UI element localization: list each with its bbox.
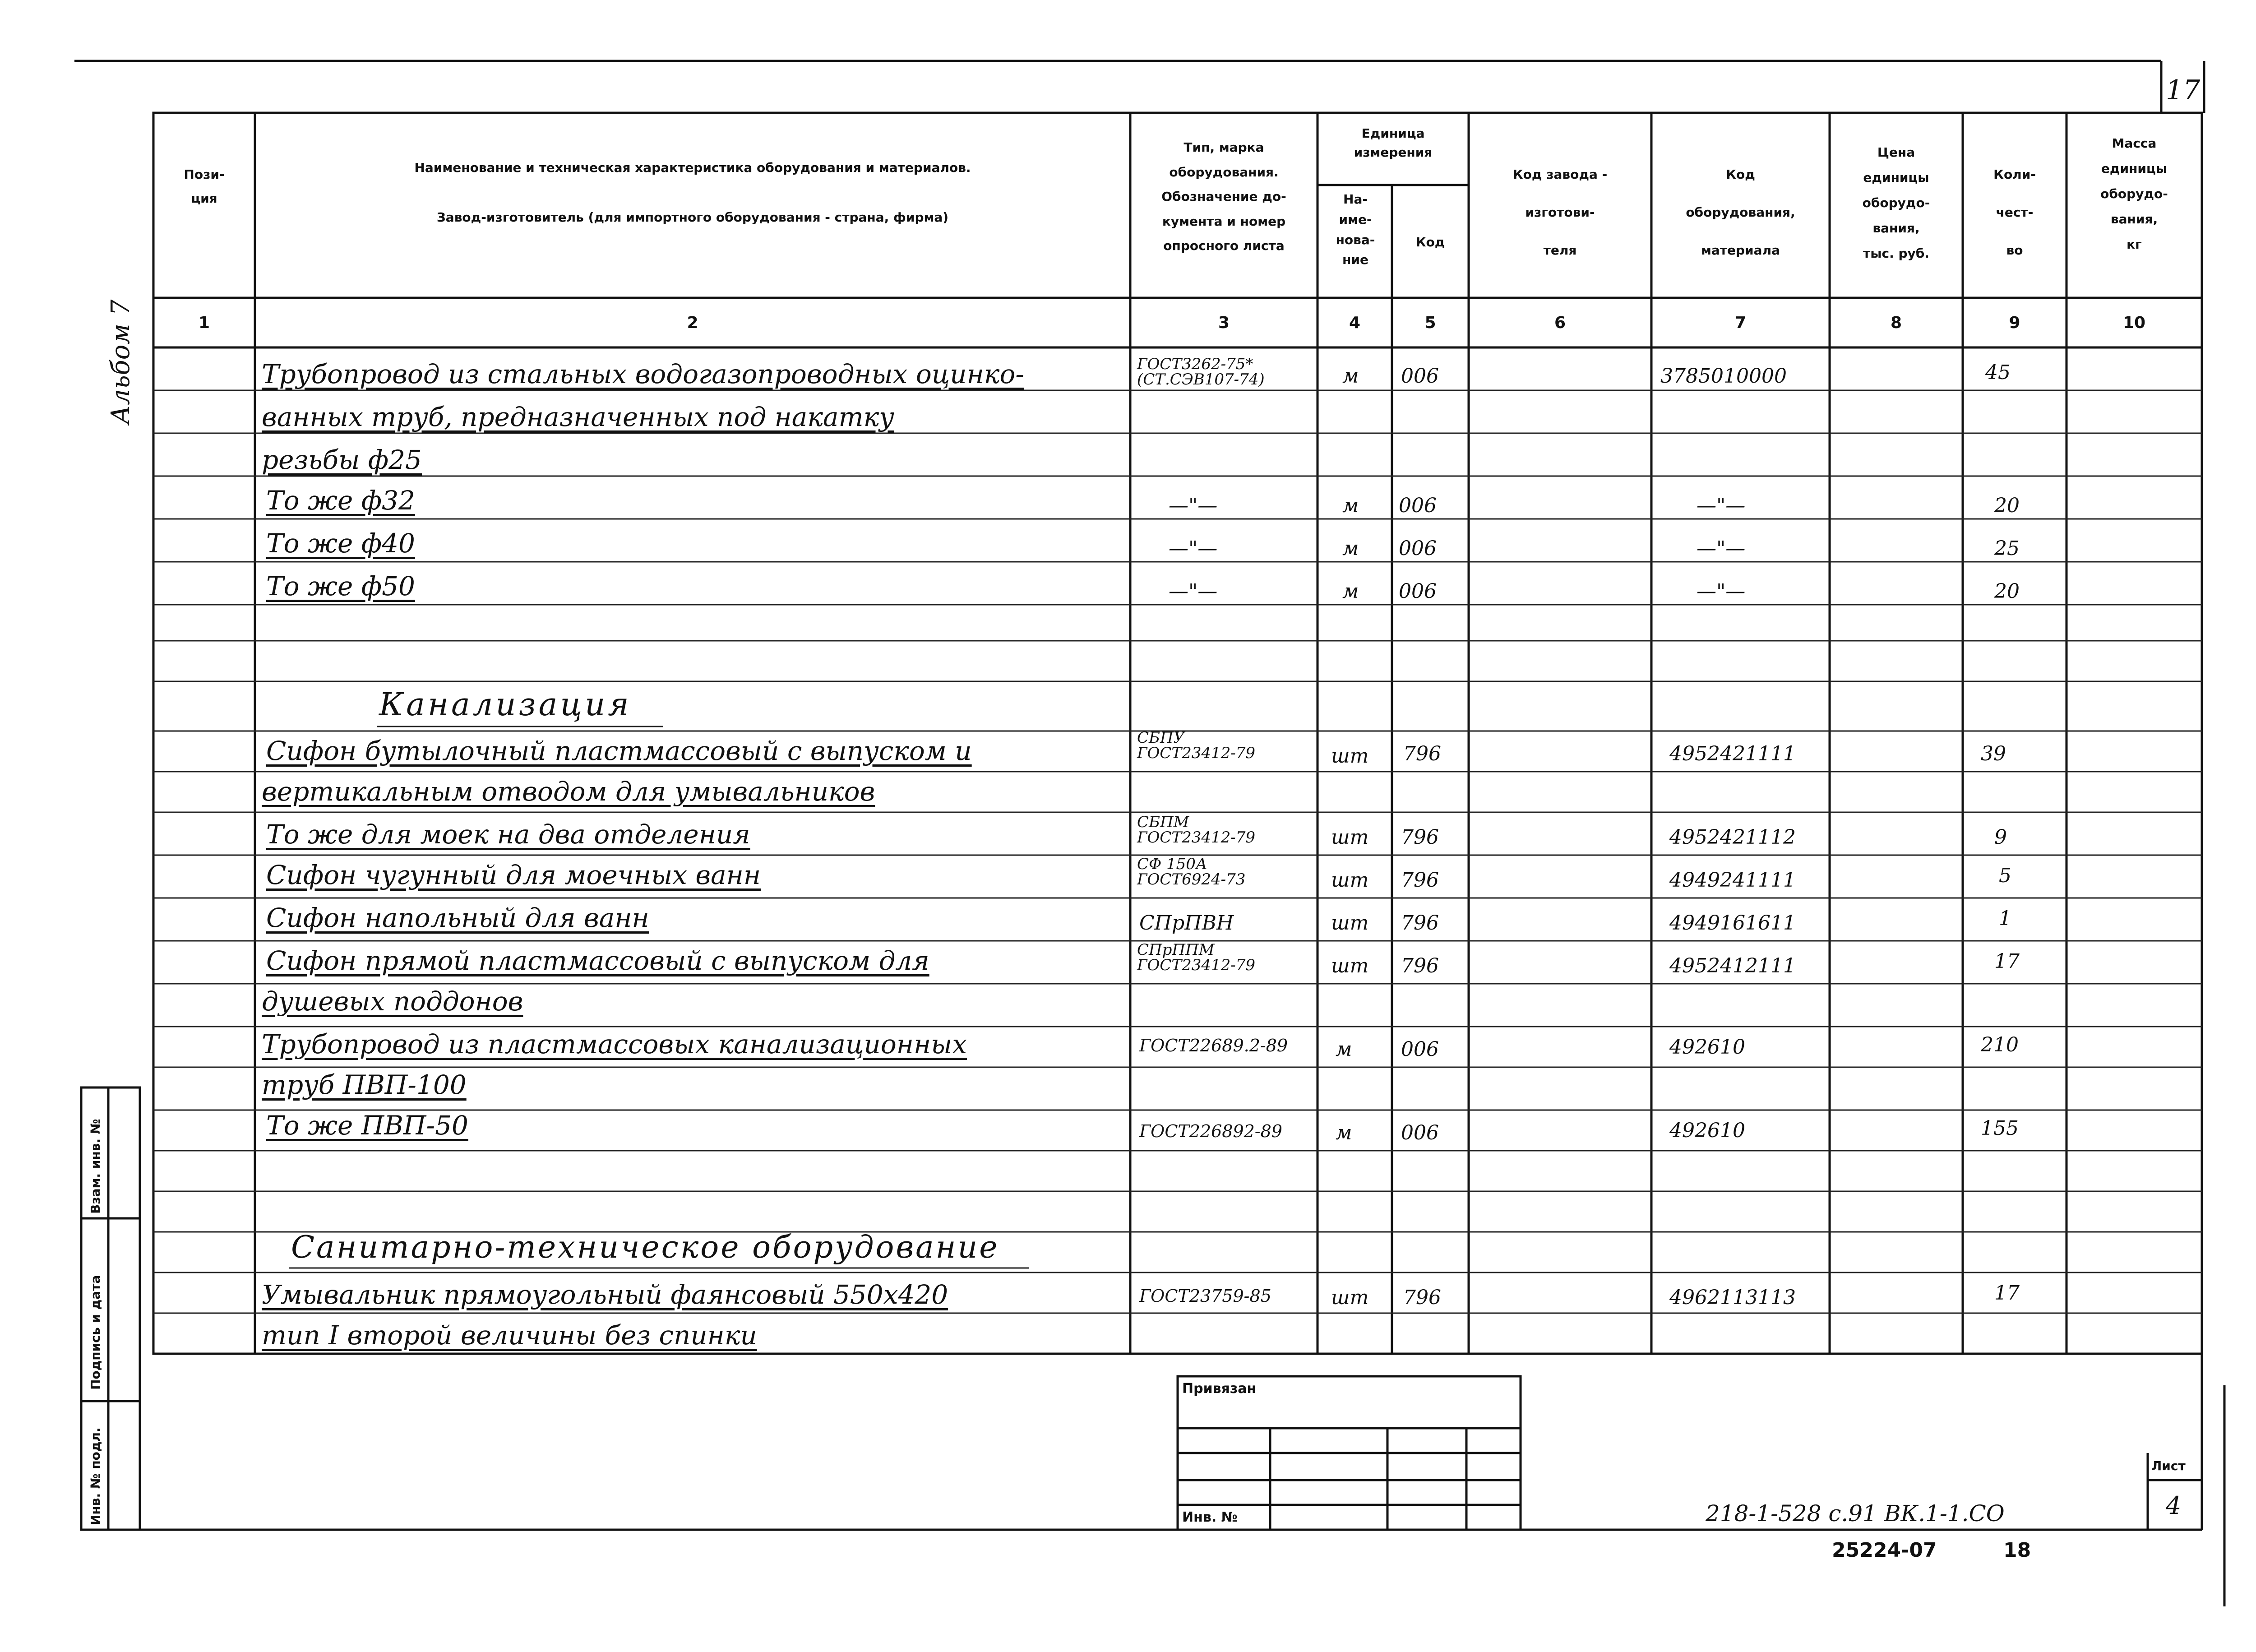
col-num-9: 9 bbox=[2009, 314, 2020, 332]
row-unit-code: 006 bbox=[1401, 1121, 1439, 1144]
header-mass: Масса единицы оборудо- вания, кг bbox=[2100, 136, 2168, 252]
row-quantity: 155 bbox=[1981, 1117, 2019, 1140]
row-quantity: 20 bbox=[1994, 494, 2020, 517]
row-type: СБПМ ГОСТ23412-79 bbox=[1137, 813, 1255, 847]
row-quantity: 1 bbox=[1999, 907, 2011, 930]
row-material-code: 4952421111 bbox=[1669, 742, 1796, 765]
row-unit-code: 006 bbox=[1401, 365, 1439, 388]
row-material-code: —"— bbox=[1697, 580, 1746, 603]
stamp-vzam-inv: Взам. инв. № bbox=[88, 1119, 103, 1214]
col-num-8: 8 bbox=[1890, 314, 1902, 332]
row-quantity: 45 bbox=[1985, 361, 2011, 384]
row-unit: м bbox=[1342, 537, 1359, 560]
inv-no-label: Инв. № bbox=[1182, 1509, 1238, 1525]
privyazan-label: Привязан bbox=[1182, 1381, 1257, 1397]
row-name: То же ф32 bbox=[266, 485, 415, 516]
list-label: Лист bbox=[2151, 1458, 2186, 1473]
row-type: ГОСТ23759-85 bbox=[1139, 1286, 1271, 1306]
row-name: Сифон прямой пластмассовый с выпуском для bbox=[266, 945, 929, 976]
row-name: Сифон бутылочный пластмассовый с выпуском и bbox=[266, 736, 972, 766]
row-name: труб ПВП-100 bbox=[262, 1069, 467, 1100]
header-material-code: Код оборудования, материала bbox=[1686, 167, 1795, 258]
sheet-number-top: 17 bbox=[2166, 74, 2201, 106]
col-num-5: 5 bbox=[1424, 314, 1436, 332]
row-unit-code: 006 bbox=[1399, 494, 1437, 517]
row-type: ГОСТ22689.2-89 bbox=[1139, 1036, 1288, 1055]
archive-number: 25224-07 bbox=[1832, 1539, 1937, 1562]
row-material-code: 492610 bbox=[1669, 1036, 1745, 1059]
row-unit-code: 796 bbox=[1403, 1286, 1441, 1309]
row-name: Трубопровод из стальных водогазопроводных оцинко- bbox=[262, 359, 1024, 389]
row-name: Умывальник прямоугольный фаянсовый 550x420 bbox=[262, 1279, 948, 1310]
row-type: —"— bbox=[1169, 537, 1218, 560]
row-name: резьбы ф25 bbox=[262, 444, 422, 475]
row-material-code: 4962113113 bbox=[1669, 1286, 1796, 1309]
row-type: —"— bbox=[1169, 580, 1218, 603]
row-unit-code: 796 bbox=[1401, 826, 1439, 849]
header-quantity: Коли- чест- во bbox=[1993, 167, 2036, 258]
row-quantity: 17 bbox=[1994, 950, 2020, 973]
row-quantity: 20 bbox=[1994, 580, 2020, 603]
col-num-7: 7 bbox=[1734, 314, 1747, 332]
header-name-line2: Завод-изготовитель (для импортного оборудования - страна, фирма) bbox=[436, 210, 949, 225]
row-quantity: 17 bbox=[1994, 1282, 2020, 1305]
row-name: тип I второй величины без спинки bbox=[262, 1320, 757, 1351]
col-num-4: 4 bbox=[1349, 314, 1361, 332]
row-type: СПрПВН bbox=[1139, 912, 1234, 935]
row-unit-code: 796 bbox=[1401, 869, 1439, 892]
col-num-6: 6 bbox=[1554, 314, 1566, 332]
row-material-code: 492610 bbox=[1669, 1119, 1745, 1142]
row-unit-code: 006 bbox=[1401, 1038, 1439, 1061]
row-quantity: 210 bbox=[1981, 1033, 2019, 1056]
row-unit-code: 796 bbox=[1401, 954, 1439, 977]
row-material-code: 4949161611 bbox=[1669, 912, 1796, 935]
row-material-code: —"— bbox=[1697, 537, 1746, 560]
row-name: То же для моек на два отделения bbox=[266, 819, 750, 850]
row-unit: шт bbox=[1331, 912, 1369, 935]
row-name: Трубопровод из пластмассовых канализационных bbox=[262, 1029, 967, 1060]
row-unit: шт bbox=[1331, 826, 1369, 849]
row-quantity: 25 bbox=[1994, 537, 2020, 560]
row-unit: шт bbox=[1331, 1286, 1369, 1309]
row-type: СФ 150А ГОСТ6924-73 bbox=[1137, 855, 1246, 888]
col-num-2: 2 bbox=[687, 314, 698, 332]
page-number: 18 bbox=[2003, 1539, 2031, 1562]
row-unit-code: 006 bbox=[1399, 537, 1437, 560]
stamp-inv-no-podl: Инв. № подл. bbox=[88, 1427, 103, 1525]
row-unit: шт bbox=[1331, 745, 1369, 768]
header-name-line1: Наименование и техническая характеристика оборудования и материалов. bbox=[414, 160, 971, 175]
row-name: Сифон чугунный для моечных ванн bbox=[266, 860, 761, 890]
row-unit: м bbox=[1342, 580, 1359, 603]
row-name: Сифон напольный для ванн bbox=[266, 902, 649, 933]
section-heading-sanitary: Санитарно-техническое оборудование bbox=[291, 1230, 999, 1265]
row-material-code: 4952412111 bbox=[1669, 954, 1796, 977]
row-type: СПрППМ ГОСТ23412-79 bbox=[1137, 941, 1255, 974]
header-manufacturer-code: Код завода - изготови- теля bbox=[1512, 167, 1608, 258]
header-position: Пози- ция bbox=[184, 167, 225, 206]
row-material-code: 3785010000 bbox=[1660, 365, 1787, 388]
row-material-code: 4949241111 bbox=[1669, 869, 1796, 892]
row-type: ГОСТ3262-75* (СТ.СЭВ107-74) bbox=[1137, 355, 1265, 389]
row-name: душевых поддонов bbox=[262, 986, 523, 1017]
header-unit-name: На- име- нова- ние bbox=[1336, 192, 1375, 268]
header-unit-code: Код bbox=[1415, 235, 1445, 250]
row-name: То же ф40 bbox=[266, 528, 415, 559]
row-name: То же ф50 bbox=[266, 571, 415, 602]
row-unit: шт bbox=[1331, 954, 1369, 977]
album-label: Альбом 7 bbox=[106, 299, 135, 424]
stamp-podpis-data: Подпись и дата bbox=[88, 1275, 103, 1390]
header-price: Цена единицы оборудо- вания, тыс. руб. bbox=[1862, 145, 1930, 261]
row-name: ванных труб, предназначенных под накатку bbox=[262, 402, 894, 432]
row-unit-code: 006 bbox=[1399, 580, 1437, 603]
row-unit: шт bbox=[1331, 869, 1369, 892]
row-quantity: 39 bbox=[1981, 742, 2006, 765]
row-type: ГОСТ226892-89 bbox=[1139, 1121, 1282, 1141]
row-unit: м bbox=[1342, 365, 1359, 388]
row-material-code: —"— bbox=[1697, 494, 1746, 517]
sheet-number: 4 bbox=[2166, 1491, 2182, 1520]
header-unit-group: Единица измерения bbox=[1354, 126, 1433, 160]
row-name: То же ПВП-50 bbox=[266, 1110, 468, 1141]
document-code: 218-1-528 с.91 ВК.1-1.СО bbox=[1706, 1500, 2005, 1527]
row-quantity: 9 bbox=[1994, 826, 2007, 849]
row-unit: м bbox=[1336, 1121, 1352, 1144]
row-unit-code: 796 bbox=[1401, 912, 1439, 935]
row-type: —"— bbox=[1169, 494, 1218, 517]
section-heading-sewer: Канализация bbox=[379, 686, 632, 723]
row-unit: м bbox=[1342, 494, 1359, 517]
row-unit: м bbox=[1336, 1038, 1352, 1061]
col-num-10: 10 bbox=[2122, 314, 2146, 332]
row-material-code: 4952421112 bbox=[1669, 826, 1796, 849]
row-name: вертикальным отводом для умывальников bbox=[262, 776, 875, 807]
col-num-1: 1 bbox=[198, 314, 210, 332]
row-quantity: 5 bbox=[1999, 864, 2011, 887]
col-num-3: 3 bbox=[1218, 314, 1230, 332]
row-type: СБПУ ГОСТ23412-79 bbox=[1137, 729, 1255, 762]
row-unit-code: 796 bbox=[1403, 742, 1441, 765]
header-type: Тип, марка оборудования. Обозначение до- кумента и номер опросного листа bbox=[1161, 140, 1286, 254]
